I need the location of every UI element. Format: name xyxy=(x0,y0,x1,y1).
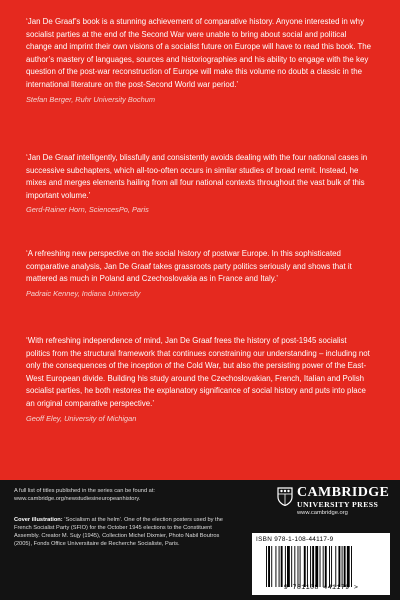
publisher-url: www.cambridge.org xyxy=(297,510,348,516)
barcode-icon xyxy=(266,546,386,587)
review-horn xyxy=(26,152,372,217)
publisher-subtitle: UNIVERSITY PRESS xyxy=(297,500,379,509)
publisher-name: CAMBRIDGE xyxy=(297,485,390,500)
series-note: A full list of titles published in the series can be found at: www.cambridge.org/newstudiesineuropeanhistory. xyxy=(14,488,156,502)
isbn-label: ISBN 978-1-108-44117-9 xyxy=(256,536,334,543)
review-source: Geoff Eley, University of Michigan xyxy=(26,413,137,423)
cover-illustration-credit xyxy=(14,516,229,548)
review-kenney xyxy=(26,248,372,300)
review-source: Stefan Berger, Ruhr University Bochum xyxy=(26,94,155,104)
review-source: Padraic Kenney, Indiana University xyxy=(26,288,141,298)
review-berger xyxy=(26,16,372,106)
review-eley xyxy=(26,335,372,425)
barcode-box xyxy=(252,533,390,595)
review-quote: ‘Jan De Graaf intelligently, blissfully and consistently avoids dealing with the four national cases in successive subchapters, which all-too-often occurs in similar studies of broad remit. Instead, he mixes and merges elements hailing from all four national contexts throughout the vast bulk of this important volume.’ xyxy=(26,153,368,200)
review-quote: ‘With refreshing independence of mind, Jan De Graaf frees the history of post-1945 socialist politics from the structural framework that continues constraining our understanding – including not only the consequences of the inception of the Cold War, but also the persisting power of the East-West European divide. Building his study around the Czechoslovakian, French, Italian and Polish socialist parties, he both restores the explanatory significance of social history and puts into place an original comparative perspective.’ xyxy=(26,336,370,408)
cover-illustration-label: Cover illustration: xyxy=(14,517,63,523)
review-quote: ‘Jan De Graaf’s book is a stunning achievement of comparative history. Anyone interested in why socialist parties at the end of the Second War were unable to bring about social and political change and imprint their own visions of a socialist future on Europe will have to read this book. The author’s mastery of languages, sources and historiographies and his ability to engage with the key question of the post-war reconstruction of Europe will make this volume no doubt a classic in the international literature on the post-Second World war period.’ xyxy=(26,17,372,89)
footer-panel xyxy=(0,480,400,600)
shield-icon xyxy=(277,487,293,506)
barcode-digits: 9 781108 441179 > xyxy=(283,584,359,592)
cover-illustration-text: ‘Socialism at the helm’. One of the election posters used by the French Socialist Party (SFIO) for the October 1945 elections to the Constituent Assembly. Creator M. Sujy (1945), Collection Michel Dixmier, Photo Nabil Boutros (2005), Fonds Office Universitaire de Recherche Socialiste, Paris. xyxy=(14,517,223,547)
review-quote: ‘A refreshing new perspective on the social history of postwar Europe. In this sophisticated comparative analysis, Jan De Graaf takes grassroots party politics seriously and shows that it mattered as much in Poland and Czechoslovakia as in France and Italy.’ xyxy=(26,249,352,284)
review-source: Gerd-Rainer Horn, SciencesPo, Paris xyxy=(26,205,149,215)
